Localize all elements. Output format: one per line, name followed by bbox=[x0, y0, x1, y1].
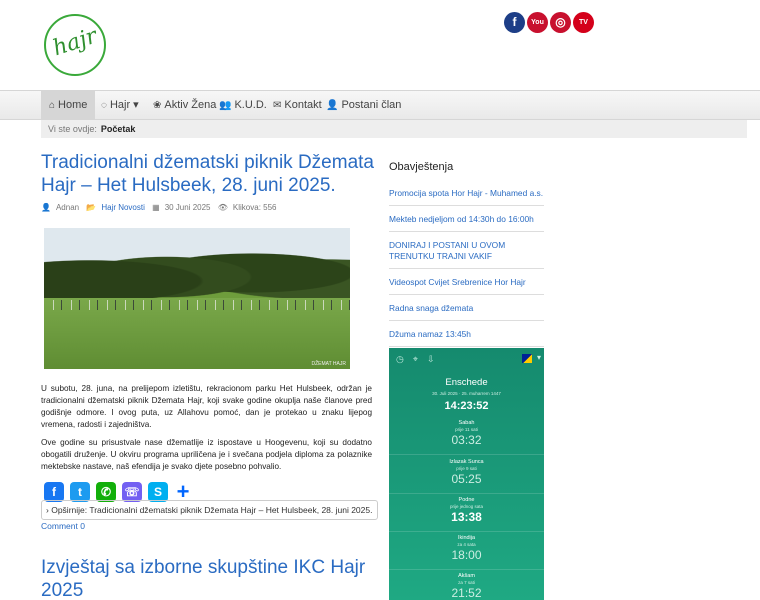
nav-label: Home bbox=[58, 99, 88, 111]
prayer-times-widget bbox=[389, 348, 544, 600]
post-title[interactable]: Izvještaj sa izborne skupštine IKC Hajr 2025 bbox=[41, 557, 366, 600]
post-author: Adnan bbox=[55, 203, 80, 212]
nav-label: Kontakt bbox=[284, 99, 322, 111]
prayer-row bbox=[389, 573, 544, 600]
sidebar-title: Obavještenja bbox=[389, 161, 454, 173]
widget-toolbar bbox=[396, 354, 443, 365]
clock-icon[interactable]: ◷ bbox=[396, 354, 413, 364]
breadcrumb-current[interactable]: Početak bbox=[100, 124, 136, 134]
users-icon: 👥 bbox=[219, 100, 232, 111]
prayer-time: 13:38 bbox=[451, 510, 482, 524]
breadcrumb bbox=[41, 120, 747, 138]
nav-label: Postani član bbox=[341, 99, 402, 111]
prayer-time: 18:00 bbox=[451, 548, 482, 562]
post-title[interactable]: Tradicionalni džematski piknik Džemata Hajr – Het Hulsbeek, 28. juni 2025. bbox=[41, 152, 374, 196]
notice-item[interactable]: Radna snaga džemata bbox=[389, 299, 544, 321]
share-facebook-icon[interactable]: f bbox=[44, 482, 64, 502]
post-hits: Klikova: 556 bbox=[232, 203, 277, 212]
location-icon[interactable]: ⌖ bbox=[412, 354, 427, 364]
save-icon[interactable]: ⇩ bbox=[426, 354, 444, 364]
notice-item[interactable]: Džuma namaz 13:45h bbox=[389, 325, 544, 347]
nav-label: Hajr ▾ bbox=[109, 99, 139, 111]
post-date: 30 Juni 2025 bbox=[164, 203, 211, 212]
prayer-city: Enschede bbox=[445, 377, 488, 388]
site-logo[interactable] bbox=[44, 14, 106, 76]
bosnia-flag-icon[interactable] bbox=[522, 354, 532, 363]
share-skype-icon[interactable]: S bbox=[148, 482, 168, 502]
prayer-time: 21:52 bbox=[451, 586, 482, 600]
comment-link[interactable]: Comment 0 bbox=[41, 521, 85, 531]
tv-icon[interactable]: TV bbox=[573, 12, 594, 33]
post-paragraph: U subotu, 28. juna, na prelijepom izletištu, rekracionom parku Het Hulsbeek, održan je tradicionalni džematski piknik Džemata Hajr, koji svake godine okuplja naše članove pred godišnje odmore. I ovog puta, uz Allahovu pomoć, dan je protekao u znaku lijepog vremena, radosti i zajedništva. bbox=[41, 384, 372, 429]
youtube-icon[interactable]: You bbox=[527, 12, 548, 33]
prayer-label: Akšam bbox=[458, 573, 475, 579]
envelope-icon: ✉ bbox=[273, 100, 282, 111]
breadcrumb-prefix: Vi ste ovdje: bbox=[48, 124, 97, 134]
notice-item[interactable]: Promocija spota Hor Hajr - Muhamed a.s. bbox=[389, 184, 544, 206]
nav-kud[interactable] bbox=[219, 91, 267, 120]
share-whatsapp-icon[interactable]: ✆ bbox=[96, 482, 116, 502]
prayer-sub: prije 9 sati bbox=[456, 466, 477, 471]
chevron-right-icon: › bbox=[46, 505, 49, 515]
nav-hajr[interactable] bbox=[101, 91, 139, 120]
share-twitter-icon[interactable]: t bbox=[70, 482, 90, 502]
post-paragraph: Ove godine su prisustvale nase džematlije iz ispostave u Hoogevenu, koji su dodatno obogatili druženje. U okviru programa upriličena je i svečana podjela diploma za polaznike mektebske nastave, naš efendija je svako djete posebno pohvalio. bbox=[41, 438, 372, 471]
notice-item[interactable]: DONIRAJ I POSTANI U OVOM TRENUTKU TRAJNI VAKIF bbox=[389, 236, 544, 269]
main-navbar bbox=[0, 90, 760, 120]
instagram-icon[interactable]: ◎ bbox=[550, 12, 571, 33]
prayer-sub: prije jednog sata bbox=[449, 504, 484, 509]
prayer-time: 03:32 bbox=[451, 433, 482, 447]
prayer-sub: za 7 sati bbox=[458, 580, 475, 585]
site-header bbox=[0, 0, 760, 90]
prayer-date: 30. Juli 2025 · 25. muharrem 1447 bbox=[432, 391, 501, 396]
post-meta bbox=[41, 203, 282, 212]
prayer-label: Izlazak Sunca bbox=[449, 459, 484, 465]
eye-icon: 👁 bbox=[217, 203, 228, 212]
prayer-label: Ikindija bbox=[457, 535, 476, 541]
notice-list bbox=[389, 184, 544, 351]
home-icon: ⌂ bbox=[49, 100, 56, 111]
divider bbox=[389, 493, 544, 494]
chevron-down-icon[interactable]: ▾ bbox=[536, 353, 541, 362]
prayer-label: Podne bbox=[458, 497, 475, 503]
prayer-label: Sabah bbox=[458, 420, 475, 426]
image-people bbox=[44, 300, 350, 310]
post-image[interactable] bbox=[44, 228, 350, 369]
prayer-time: 05:25 bbox=[451, 472, 482, 486]
nav-label: K.U.D. bbox=[234, 99, 267, 111]
nav-label: Aktiv Žena bbox=[164, 99, 217, 111]
divider bbox=[389, 454, 544, 455]
prayer-clock: 14:23:52 bbox=[444, 400, 489, 412]
nav-kontakt[interactable] bbox=[273, 91, 322, 120]
share-viber-icon[interactable]: ☏ bbox=[122, 482, 142, 502]
post-category[interactable]: Hajr Novosti bbox=[101, 203, 145, 212]
divider bbox=[389, 531, 544, 532]
image-watermark: DŽEMAT HAJR bbox=[311, 361, 346, 367]
folder-icon: 📂 bbox=[86, 203, 97, 212]
prayer-sub: prije 11 sati bbox=[455, 427, 478, 432]
read-more-label: Opširnije: Tradicionalni džematski piknik Džemata Hajr – Het Hulsbeek, 28. juni 2025. bbox=[51, 505, 373, 515]
user-icon: 👤 bbox=[326, 100, 339, 111]
prayer-row-current bbox=[389, 497, 544, 524]
flower-icon: ❀ bbox=[153, 100, 162, 111]
prayer-sub: za 4 sata bbox=[457, 542, 476, 547]
read-more-button[interactable] bbox=[41, 500, 378, 520]
calendar-icon: ▦ bbox=[152, 203, 160, 212]
author-icon: 👤 bbox=[41, 203, 51, 212]
spinner-icon: ◌ bbox=[101, 100, 107, 111]
prayer-row bbox=[389, 420, 544, 447]
nav-home[interactable] bbox=[41, 91, 95, 120]
logo-text: hajr bbox=[49, 23, 101, 62]
notice-item[interactable]: Videospot Cvijet Srebrenice Hor Hajr bbox=[389, 273, 544, 295]
share-more-icon[interactable]: + bbox=[176, 479, 190, 504]
notice-item[interactable]: Mekteb nedjeljom od 14:30h do 16:00h bbox=[389, 210, 544, 232]
facebook-icon[interactable]: f bbox=[504, 12, 525, 33]
prayer-row bbox=[389, 535, 544, 562]
prayer-row bbox=[389, 459, 544, 486]
divider bbox=[389, 569, 544, 570]
nav-aktiv-zena[interactable] bbox=[153, 91, 216, 120]
nav-postani-clan[interactable] bbox=[326, 91, 401, 120]
